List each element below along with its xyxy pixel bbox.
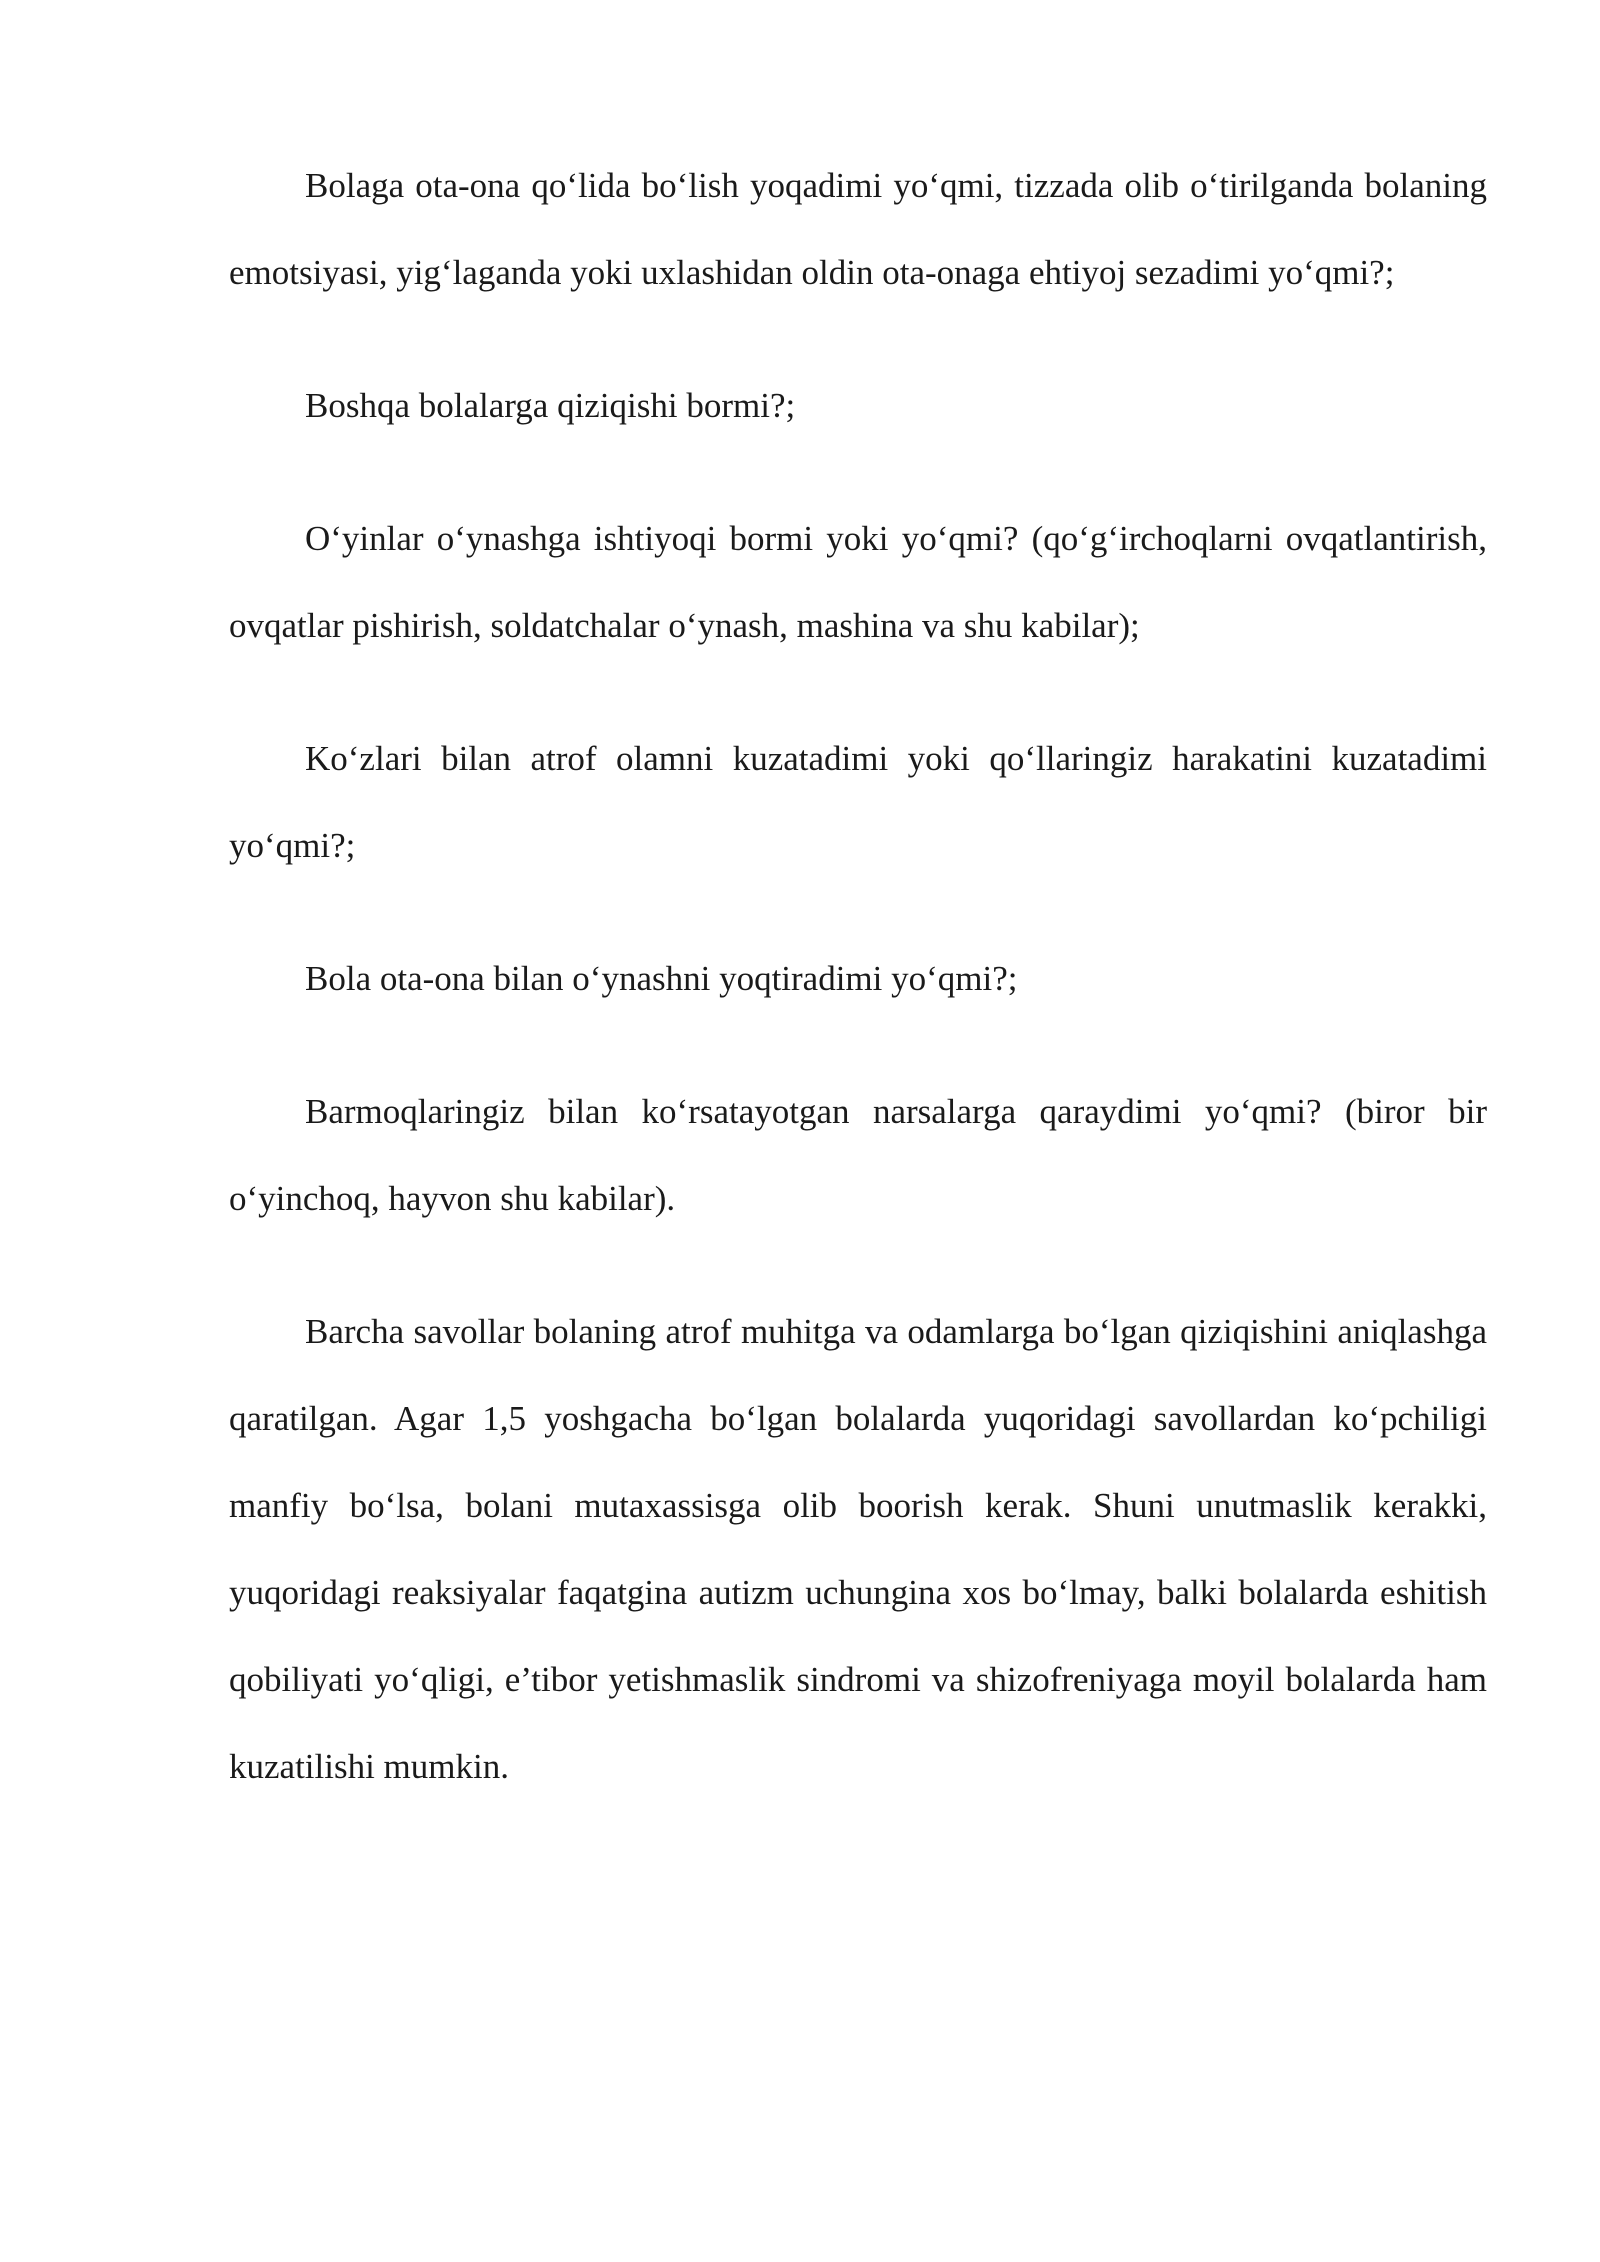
paragraph-question-play-with-parents: Bola ota-ona bilan o‘ynashni yoqtiradimi yo‘qmi?; <box>305 959 1018 998</box>
document-body <box>229 142 1487 1856</box>
paragraph-question-pointing-response: Barmoqlaringiz bilan ko‘rsatayotgan narsalarga qaraydimi yo‘qmi? (biror bir o‘yinchoq, hayvon shu kabilar). <box>229 1092 1487 1218</box>
paragraph-conclusion: Barcha savollar bolaning atrof muhitga va odamlarga bo‘lgan qiziqishini aniqlashga qaratilgan. Agar 1,5 yoshgacha bo‘lgan bolalarda yuqoridagi savollardan ko‘pchiligi manfiy bo‘lsa, bolani mutaxassisga olib boorish kerak. Shuni unutmaslik kerakki, yuqoridagi reaksiyalar faqatgina autizm uchungina xos bo‘lmay, balki bolalarda eshitish qobiliyati yo‘qligi, e’tibor yetishmaslik sindromi va shizofreniyaga moyil bolalarda ham kuzatilishi mumkin. <box>229 1312 1487 1786</box>
paragraph-question-play-interest: O‘yinlar o‘ynashga ishtiyoqi bormi yoki yo‘qmi? (qo‘g‘irchoqlarni ovqatlantirish, ovqatlar pishirish, soldatchalar o‘ynash, mashina va shu kabilar); <box>229 519 1487 645</box>
paragraph-question-held-by-parents: Bolaga ota-ona qo‘lida bo‘lish yoqadimi yo‘qmi, tizzada olib o‘tirilganda bolaning emotsiyasi, yig‘laganda yoki uxlashidan oldin ota-onaga ehtiyoj sezadimi yo‘qmi?; <box>229 166 1487 292</box>
paragraph-question-interest-in-children: Boshqa bolalarga qiziqishi bormi?; <box>305 386 796 425</box>
paragraph-question-visual-tracking: Ko‘zlari bilan atrof olamni kuzatadimi yoki qo‘llaringiz harakatini kuzatadimi yo‘qmi?; <box>229 739 1487 865</box>
